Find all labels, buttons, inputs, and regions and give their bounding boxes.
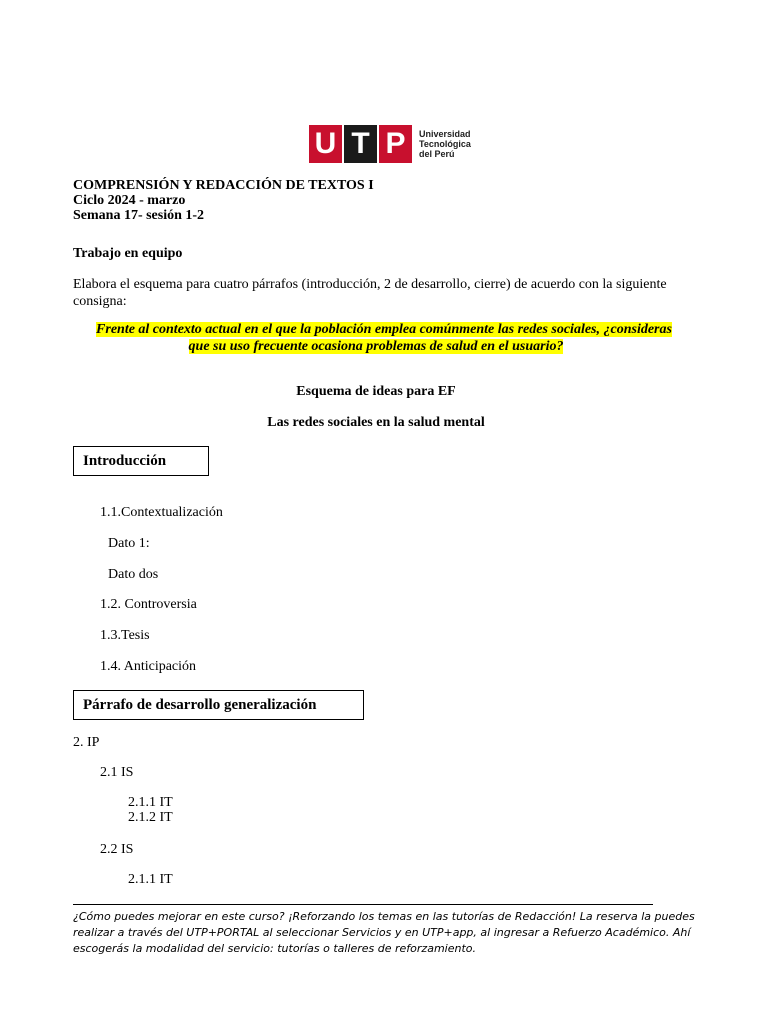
logo-name-line: del Perú: [419, 149, 455, 159]
prompt-line-1: [0, 322, 768, 338]
logo-letter-u: U: [309, 125, 342, 163]
footer-line: realizar a través del UTP+PORTAL al seleccionar Servicios y en UTP+app, al ingresar a Refuerzo Académico. Ahí: [73, 926, 691, 939]
outline-item: 1.3.Tesis: [100, 628, 150, 643]
outline-subtitle: Las redes sociales en la salud mental: [267, 415, 485, 430]
outline-title: Esquema de ideas para EF: [296, 384, 456, 399]
outline-item: Dato dos: [108, 567, 159, 582]
prompt-highlight: Frente al contexto actual en el que la población emplea comúnmente las redes sociales, ¿consideras: [96, 322, 672, 337]
outline-item: 2.2 IS: [100, 842, 134, 857]
task-instruction-cont: consigna:: [73, 294, 127, 309]
logo-name-line: Universidad: [419, 129, 471, 139]
outline-item: 2.1 IS: [100, 765, 134, 780]
footer-divider: [73, 904, 653, 905]
footer-line: ¿Cómo puedes mejorar en este curso? ¡Reforzando los temas en las tutorías de Redacción! La reserva la puedes: [73, 910, 695, 923]
outline-item: 2.1.2 IT: [128, 810, 173, 825]
logo-university-name: [419, 129, 471, 159]
task-instruction: Elabora el esquema para cuatro párrafos (introducción, 2 de desarrollo, cierre) de acuerdo con la siguiente: [73, 277, 667, 292]
outline-item: 1.4. Anticipación: [100, 659, 197, 674]
footer-note: [73, 909, 695, 957]
task-heading: Trabajo en equipo: [73, 246, 183, 261]
outline-item: 1.2. Controversia: [100, 597, 197, 612]
logo-letter-p: P: [379, 125, 412, 163]
development-section-box: Párrafo de desarrollo generalización: [73, 690, 364, 720]
prompt-highlight: que su uso frecuente ocasiona problemas de salud en el usuario?: [188, 339, 564, 354]
logo-name-line: Tecnológica: [419, 139, 471, 149]
outline-item: 2.1.1 IT: [128, 795, 173, 810]
course-title: COMPRENSIÓN Y REDACCIÓN DE TEXTOS I: [73, 178, 374, 193]
course-week: Semana 17- sesión 1-2: [73, 208, 205, 223]
outline-item: 2. IP: [73, 735, 100, 750]
footer-line: escogerás la modalidad del servicio: tutorías o talleres de reforzamiento.: [73, 942, 476, 955]
course-cycle: Ciclo 2024 - marzo: [73, 193, 186, 208]
prompt-line-2: [0, 339, 752, 355]
outline-item: Dato 1:: [108, 536, 150, 551]
outline-item: 2.1.1 IT: [128, 872, 173, 887]
logo-letter-t: T: [344, 125, 377, 163]
outline-item: 1.1.Contextualización: [100, 505, 223, 520]
intro-section-box: Introducción: [73, 446, 209, 476]
